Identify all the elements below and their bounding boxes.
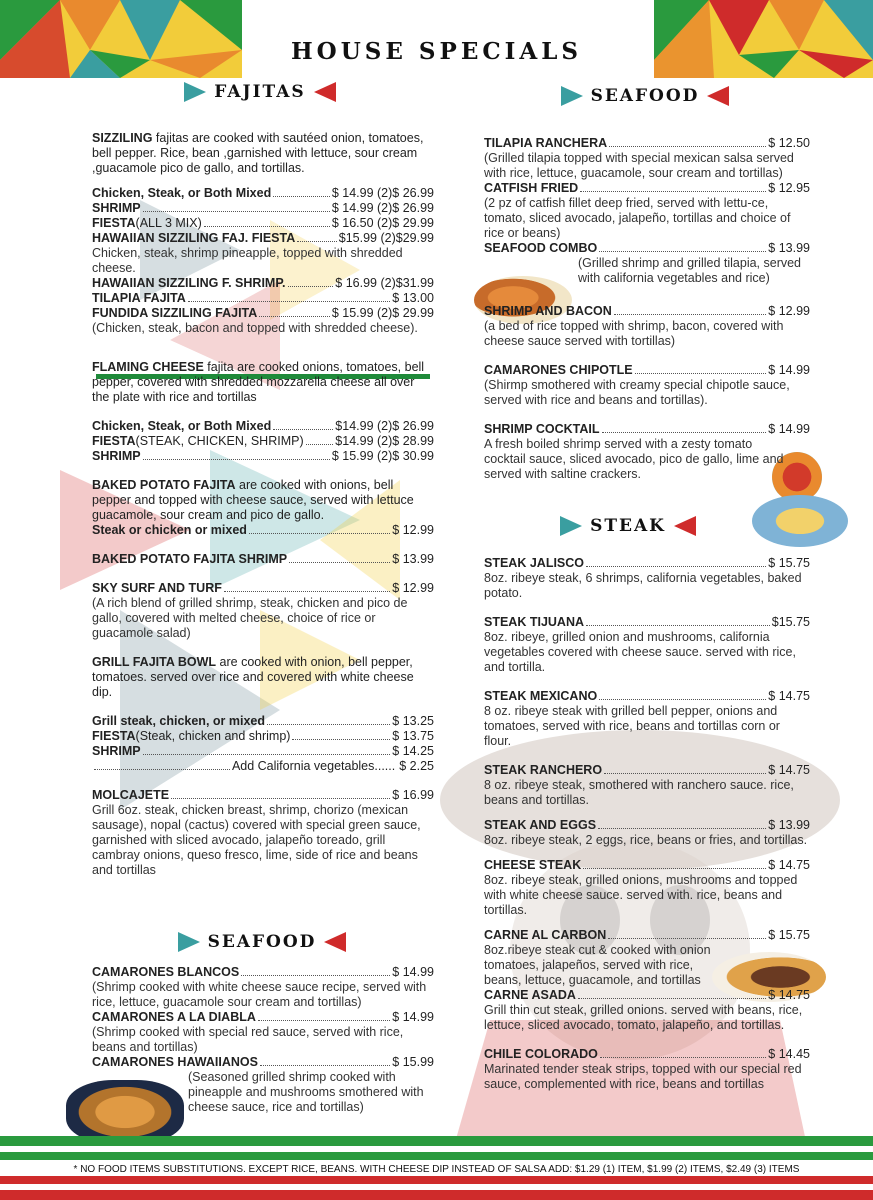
item-price: $ 13.99 xyxy=(768,241,810,255)
right-triangle-icon xyxy=(707,86,729,106)
item-price: $ 16.99 xyxy=(392,788,434,802)
item-price: $ 2.25 xyxy=(399,759,434,773)
item-name: MOLCAJETE xyxy=(92,788,170,802)
item-price: $ 12.99 xyxy=(768,304,810,318)
item-price: $ 13.99 xyxy=(392,552,434,566)
menu-item xyxy=(484,363,810,378)
item-price: $ 14.99 xyxy=(392,1010,434,1024)
item-name: STEAK RANCHERO xyxy=(484,763,603,777)
baked-potato-bold: BAKED POTATO FAJITA xyxy=(92,478,236,492)
seafood-right-header-label: SEAFOOD xyxy=(590,86,700,106)
page-title: HOUSE SPECIALS xyxy=(290,38,583,65)
menu-item xyxy=(484,858,810,873)
item-name: Grill steak, chicken, or mixed xyxy=(92,714,265,728)
item-price: $ 14.75 xyxy=(768,689,810,703)
left-triangle-icon xyxy=(184,82,206,102)
item-description: Marinated tender steak strips, topped with our special red sauce, complemented with rice, beans and tortillas xyxy=(484,1062,802,1091)
menu-item xyxy=(92,231,434,246)
item-name: FIESTA xyxy=(92,216,136,230)
item-price: $ 14.99 xyxy=(768,422,810,436)
item-description: 8oz. ribeye steak, 2 eggs, rice, beans or fries, and tortillas. xyxy=(484,833,808,847)
menu-item xyxy=(484,763,810,778)
item-description: (Shrimp cooked with special red sauce, served with rice, beans and tortillas) xyxy=(92,1025,404,1054)
menu-item xyxy=(92,201,434,216)
steak-header xyxy=(518,512,738,540)
chips-salsa-photo xyxy=(752,495,848,547)
item-price: $ 13.99 xyxy=(768,818,810,832)
item-price: $ 15.99 xyxy=(392,1055,434,1069)
item-price: $ 16.99 (2)$31.99 xyxy=(335,276,434,290)
item-description: (Grilled tilapia topped with special mexican salsa served with rice, lettuce, guacamole, sour cream and tortillas) xyxy=(484,151,794,180)
item-name: Add California vegetables...... xyxy=(231,759,396,773)
item-price: $ 13.75 xyxy=(392,729,434,743)
fajitas-intro xyxy=(92,131,434,176)
fajitas-intro-bold: SIZZILING xyxy=(92,131,153,145)
item-description: 8 oz. ribeye steak with grilled bell pepper, onions and tomatoes, served with rice, beans and tortillas corn or flour. xyxy=(484,704,780,748)
item-name: STEAK AND EGGS xyxy=(484,818,597,832)
item-description: A fresh boiled shrimp served with a zesty tomato cocktail sauce, sliced avocado, pico de gallo, lime and served with saltine crackers. xyxy=(484,437,784,481)
flaming-cheese-text: fajita are cooked onions, tomatoes, bell pepper, covered with shredded mozzarella cheese all over the plate with rice and tortillas xyxy=(92,360,425,404)
item-name: CAMARONES BLANCOS xyxy=(92,965,240,979)
menu-item xyxy=(92,291,434,306)
item-name: STEAK MEXICANO xyxy=(484,689,598,703)
right-seafood-column xyxy=(484,136,810,482)
fajita-bowl-text: are cooked with onion, bell pepper, tomatoes. served over rice and covered with white cheese dip. xyxy=(92,655,414,699)
menu-item xyxy=(92,581,434,596)
item-price: $15.99 (2)$29.99 xyxy=(338,231,434,245)
item-name: BAKED POTATO FAJITA SHRIMP xyxy=(92,552,288,566)
item-price: $ 12.99 xyxy=(392,581,434,595)
item-price: $ 15.75 xyxy=(768,928,810,942)
menu-item xyxy=(92,306,434,321)
seafood-right-header xyxy=(518,82,772,110)
item-name: CAMARONES A LA DIABLA xyxy=(92,1010,256,1024)
item-name: SHRIMP AND BACON xyxy=(484,304,612,318)
menu-item xyxy=(92,729,434,744)
item-price: $ 14.75 xyxy=(768,988,810,1002)
item-name: FUNDIDA SIZZILING FAJITA xyxy=(92,306,258,320)
menu-item xyxy=(92,965,434,980)
item-price: $ 15.99 (2)$ 30.99 xyxy=(331,449,434,463)
item-price: $ 12.99 xyxy=(392,523,434,537)
right-triangle-icon xyxy=(674,516,696,536)
item-name-suffix: (STEAK, CHICKEN, SHRIMP) xyxy=(135,434,304,448)
item-description: Chicken, steak, shrimp pineapple, topped with shredded cheese. xyxy=(92,246,403,275)
item-price: $ 15.75 xyxy=(768,556,810,570)
menu-item xyxy=(484,1047,810,1062)
item-name-suffix: (Steak, chicken and shrimp) xyxy=(135,729,291,743)
menu-item xyxy=(92,186,434,201)
menu-item xyxy=(92,434,434,449)
item-name: FIESTA xyxy=(92,729,136,743)
item-name: CARNE ASADA xyxy=(484,988,576,1002)
item-price: $ 16.50 (2)$ 29.99 xyxy=(331,216,434,230)
steak-column xyxy=(484,556,810,1092)
item-price: $ 14.99 (2)$ 26.99 xyxy=(331,201,434,215)
menu-item xyxy=(484,615,810,630)
fajita-bowl-intro xyxy=(92,655,434,700)
flaming-cheese-bold: FLAMING CHEESE xyxy=(92,360,204,374)
item-price: $ 13.00 xyxy=(392,291,434,305)
item-name: TILAPIA RANCHERA xyxy=(484,136,608,150)
menu-item xyxy=(92,1055,434,1070)
fajita-bowl-bold: GRILL FAJITA BOWL xyxy=(92,655,217,669)
item-name: Steak or chicken or mixed xyxy=(92,523,247,537)
left-triangle-icon xyxy=(561,86,583,106)
item-name: CARNE AL CARBON xyxy=(484,928,607,942)
fajitas-header xyxy=(140,78,380,106)
item-description: 8oz.ribeye steak cut & cooked with onion tomatoes, jalapeños, served with rice, beans, lettuce, guacamole, and tortillas xyxy=(484,943,711,987)
menu-item xyxy=(92,714,434,729)
left-triangle-icon xyxy=(560,516,582,536)
menu-item xyxy=(484,304,810,319)
item-name: SEAFOOD COMBO xyxy=(484,241,598,255)
item-name: CHILE COLORADO xyxy=(484,1047,598,1061)
item-name: SKY SURF AND TURF xyxy=(92,581,222,595)
item-description: 8oz. ribeye, grilled onion and mushrooms, california vegetables covered with cheese sauce. served with rice, and tortilla. xyxy=(484,630,796,674)
steak-header-label: STEAK xyxy=(590,516,666,536)
item-price: $ 12.95 xyxy=(768,181,810,195)
item-name: HAWAIIAN SIZZILING F. SHRIMP. xyxy=(92,276,286,290)
item-price: $14.99 (2)$ 28.99 xyxy=(335,434,434,448)
item-name: SHRIMP xyxy=(92,744,141,758)
item-price: $14.99 (2)$ 26.99 xyxy=(335,419,434,433)
item-price: $ 14.45 xyxy=(768,1047,810,1061)
footer-note: * NO FOOD ITEMS SUBSTITUTIONS. EXCEPT RICE, BEANS. WITH CHEESE DIP INSTEAD OF SALSA ADD: $1.29 (1) ITEM, $1.99 (2) ITEMS, $2.49 (3) ITEMS xyxy=(73,1164,800,1175)
item-price: $ 14.75 xyxy=(768,763,810,777)
item-name: CAMARONES HAWAIIANOS xyxy=(92,1055,258,1069)
menu-item xyxy=(484,928,810,943)
fajitas-intro-text: fajitas are cooked with sautéed onion, tomatoes, bell pepper. Rice, bean ,garnished with lettuce, sour cream ,guacamole pico de gallo, and tortillas. xyxy=(92,131,424,175)
right-triangle-icon xyxy=(314,82,336,102)
menu-item xyxy=(484,241,810,256)
right-triangle-icon xyxy=(324,932,346,952)
menu-item xyxy=(92,216,434,231)
item-price: $ 14.25 xyxy=(392,744,434,758)
item-name: FIESTA xyxy=(92,434,136,448)
menu-item xyxy=(484,181,810,196)
item-price: $ 14.75 xyxy=(768,858,810,872)
item-name: SHRIMP xyxy=(92,449,141,463)
item-price: $ 12.50 xyxy=(768,136,810,150)
flaming-cheese-intro xyxy=(92,360,434,405)
menu-item xyxy=(92,419,434,434)
menu-item xyxy=(484,818,810,833)
item-price: $ 13.25 xyxy=(392,714,434,728)
menu-item xyxy=(484,988,810,1003)
item-name: STEAK JALISCO xyxy=(484,556,585,570)
menu-item xyxy=(484,689,810,704)
item-description: (Seasoned grilled shrimp cooked with pineapple and mushrooms smothered with cheese sauce, rice and tortillas) xyxy=(188,1070,424,1114)
menu-item xyxy=(92,1010,434,1025)
item-name: SHRIMP xyxy=(92,201,141,215)
menu-item xyxy=(484,422,810,437)
left-column xyxy=(92,131,434,878)
item-name: TILAPIA FAJITA xyxy=(92,291,186,305)
item-description: (Shirmp smothered with creamy special chipotle sauce, served with rice and beans and tortillas). xyxy=(484,378,790,407)
fajitas-header-label: FAJITAS xyxy=(214,82,306,102)
item-name: HAWAIIAN SIZZILING FAJ. FIESTA xyxy=(92,231,296,245)
menu-item xyxy=(92,449,434,464)
item-name: STEAK TIJUANA xyxy=(484,615,585,629)
menu-item xyxy=(92,744,434,759)
item-name: Chicken, Steak, or Both Mixed xyxy=(92,186,272,200)
menu-item-extra xyxy=(92,759,434,774)
item-description: Grill thin cut steak, grilled onions. served with beans, rice, lettuce, sliced avocado, tomato, jalapeño, and tortillas. xyxy=(484,1003,803,1032)
item-description: 8 oz. ribeye steak, smothered with ranchero sauce. rice, beans and tortillas. xyxy=(484,778,794,807)
menu-item xyxy=(92,276,434,291)
item-price: $ 14.99 xyxy=(768,363,810,377)
item-name-suffix: (ALL 3 MIX) xyxy=(135,216,202,230)
item-description: (Grilled shrimp and grilled tilapia, served with california vegetables and rice) xyxy=(578,256,802,285)
menu-item xyxy=(92,523,434,538)
menu-item xyxy=(92,552,434,567)
item-price: $15.75 xyxy=(771,615,810,629)
baked-potato-text: are cooked with onions, bell pepper and topped with cheese sauce, served with lettuce guacamole, sour cream and pico de gallo. xyxy=(92,478,414,522)
item-price: $ 14.99 xyxy=(392,965,434,979)
item-price: $ 14.99 (2)$ 26.99 xyxy=(331,186,434,200)
item-description: (2 pz of catfish fillet deep fried, served with lettu-ce, tomato, sliced avocado, jalapeño, tortillas and choice of rice or beans) xyxy=(484,196,791,240)
left-seafood-column xyxy=(92,965,434,1115)
item-description: (Chicken, steak, bacon and topped with shredded cheese). xyxy=(92,321,418,335)
baked-potato-intro xyxy=(92,478,434,523)
item-description: (A rich blend of grilled shrimp, steak, chicken and pico de gallo, covered with melted cheese, choice of rice or guacamole salad) xyxy=(92,596,408,640)
item-description: (Shrimp cooked with white cheese sauce recipe, served with rice, lettuce, guacamole sour cream and tortillas) xyxy=(92,980,427,1009)
seafood-left-header xyxy=(136,928,388,956)
seafood-left-header-label: SEAFOOD xyxy=(207,932,317,952)
item-name: CHEESE STEAK xyxy=(484,858,582,872)
item-name: CAMARONES CHIPOTLE xyxy=(484,363,633,377)
item-description: 8oz. ribeye steak, 6 shrimps, california vegetables, baked potato. xyxy=(484,571,802,600)
item-description: (a bed of rice topped with shrimp, bacon, covered with cheese sauce served with tortillas) xyxy=(484,319,784,348)
item-description: Grill 6oz. steak, chicken breast, shrimp, chorizo (mexican sausage), nopal (cactus) covered with special green sauce, garnished with sliced avocado, jalapeño toreado, grill cambray onions, queso fresco, lime, side of rice and beans and tortillas xyxy=(92,803,421,877)
left-triangle-icon xyxy=(178,932,200,952)
item-name: Chicken, Steak, or Both Mixed xyxy=(92,419,272,433)
item-description: 8oz. ribeye steak, grilled onions, mushrooms and topped with white cheese sauce. served with. rice, beans and tortillas. xyxy=(484,873,798,917)
menu-item xyxy=(484,556,810,571)
menu-item xyxy=(92,788,434,803)
item-price: $ 15.99 (2)$ 29.99 xyxy=(331,306,434,320)
item-name: CATFISH FRIED xyxy=(484,181,579,195)
item-name: SHRIMP COCKTAIL xyxy=(484,422,600,436)
menu-item xyxy=(484,136,810,151)
